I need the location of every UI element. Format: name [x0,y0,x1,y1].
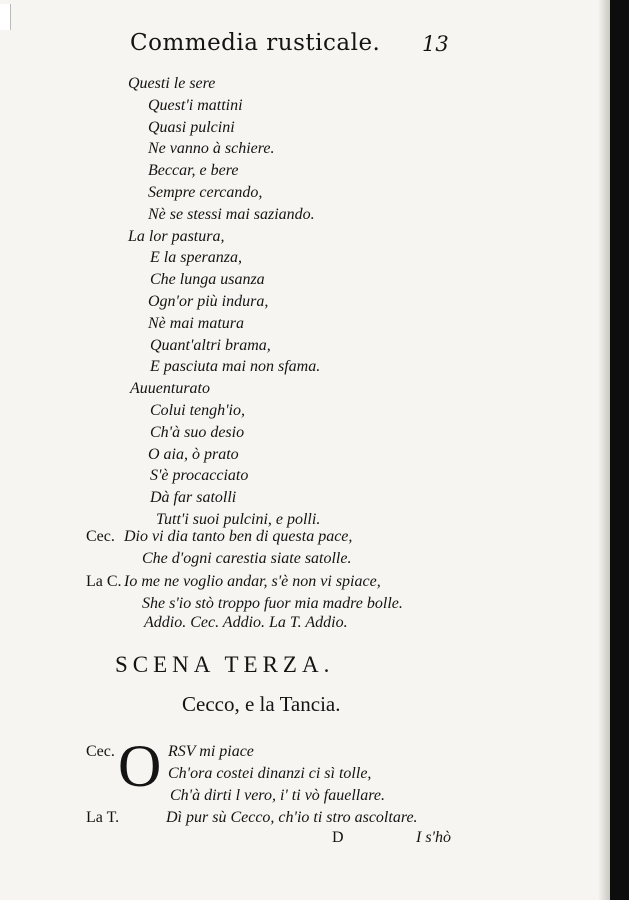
verse-line: Beccar, e bere [148,162,239,180]
dialogue-line: Io me ne voglio andar, s'è non vi spiace, [124,573,381,590]
verse-line: E la speranza, [150,249,242,267]
dialogue-line: Ch'ora costei dinanzi ci sì tolle, [168,765,372,782]
verse-line: Colui tengh'io, [150,402,245,419]
dialogue-line: Addio. Cec. Addio. La T. Addio. [144,614,348,631]
verse-line: Tutt'i suoi pulcini, e polli. [156,511,321,528]
catchword: I s'hò [416,829,451,846]
verse-line: Ne vanno à schiere. [148,140,275,158]
scene-subtitle: Cecco, e la Tancia. [182,692,341,716]
verse-line: Quasi pulcini [148,118,235,136]
scene-title: SCENA TERZA. [115,652,335,677]
dialogue-line: Dì pur sù Cecco, ch'io ti stro ascoltare. [166,809,418,826]
page-edge-shadow [598,0,610,900]
verse-line: Sempre cercando, [148,184,263,201]
verse-line: Auuenturato [130,380,210,398]
dialogue-line: She s'io stò troppo fuor mia madre bolle. [142,595,403,612]
running-title: Commedia rusticale. [130,30,381,56]
verse-line: Ogn'or più indura, [148,293,269,310]
verse-line: Ch'à suo desio [150,423,245,441]
verse-line: La lor pastura, [128,227,225,245]
dialogue-line: Che d'ogni carestia siate satolle. [142,550,352,567]
verse-line: E pasciuta mai non sfama. [150,358,321,376]
speaker-label: Cec. [86,528,115,545]
verse-line: Quant'altri brama, [150,336,271,354]
verse-line: Nè mai matura [148,314,244,332]
verse-line: Nè se stessi mai saziando. [148,205,315,223]
adjacent-page-fragment [0,4,11,30]
verse-line: Questi le sere [128,75,216,92]
verse-line: O aia, ò prato [148,445,239,463]
dialogue-line: Dio vi dia tanto ben di questa pace, [124,528,353,545]
verse-line: Quest'i mattini [148,96,243,114]
drop-cap: O [118,733,162,799]
speaker-label: La T. [86,809,120,826]
verse-line: Che lunga usanza [150,271,265,289]
dialogue-line: RSV mi piace [168,743,254,760]
verse-line: Dà far satolli [150,489,237,507]
speaker-label: Cec. [86,743,115,760]
page-number: 13 [422,32,449,56]
signature-mark: D [332,829,344,846]
speaker-label: La C. [86,573,122,590]
dialogue-line: Ch'à dirti l vero, i' ti vò fauellare. [170,787,385,804]
verse-line: S'è procacciato [150,467,249,485]
